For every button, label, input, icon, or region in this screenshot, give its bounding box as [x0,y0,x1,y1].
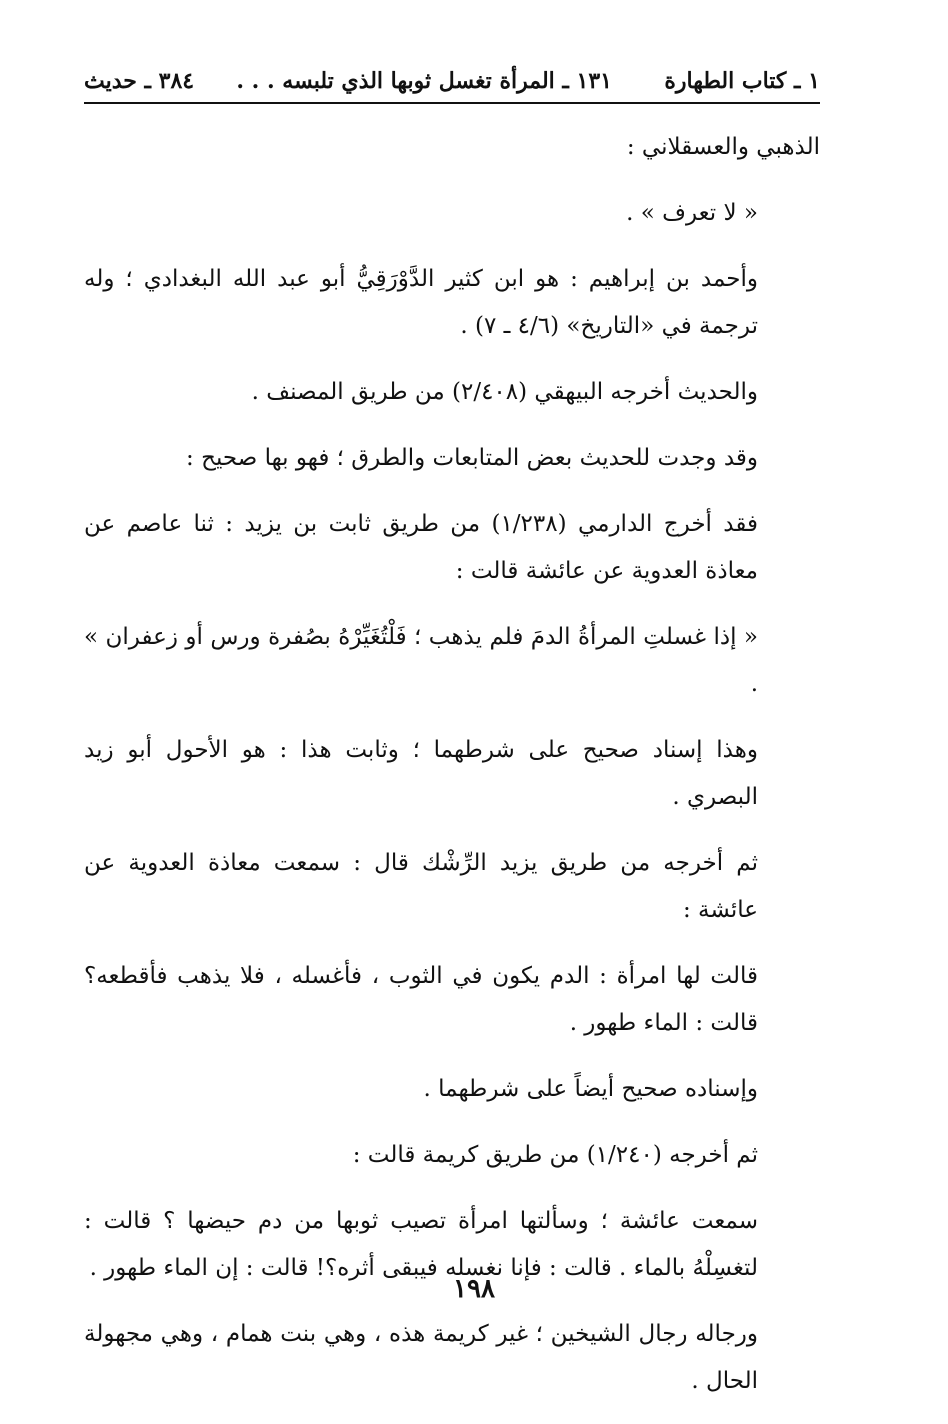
paragraph: قالت لها امرأة : الدم يكون في الثوب ، فأغسله ، فلا يذهب فأقطعه؟ قالت : الماء طهور . [84,963,758,1036]
paragraph: وإسناده صحيح أيضاً على شرطهما . [423,1076,758,1102]
header-divider [84,102,820,104]
paragraph: ثم أخرجه من طريق يزيد الرِّشْك قال : سمعت معاذة العدوية عن عائشة : [84,850,758,923]
paragraph: فقد أخرج الدارمي (١/٢٣٨) من طريق ثابت بن يزيد : ثنا عاصم عن معاذة العدوية عن عائشة قالت : [84,511,759,584]
paragraph: « إذا غسلتِ المرأةُ الدمَ فلم يذهب ؛ فَلْتُغَيِّرْهُ بصُفرة ورس أو زعفران » . [84,624,758,697]
running-header [84,64,820,100]
paragraph: ثم أخرجه (١/٢٤٠) من طريق كريمة قالت : [352,1142,758,1168]
paragraph: ورجاله رجال الشيخين ؛ غير كريمة هذه ، وهي بنت همام ، وهي مجهولة الحال . [84,1321,758,1394]
paragraph: الذهبي والعسقلاني : [626,134,820,160]
page-body [84,124,820,1424]
paragraph: والحديث أخرجه البيهقي (٢/٤٠٨) من طريق المصنف . [251,379,758,405]
header-chapter-title: ١٣١ ـ المرأة تغسل ثوبها الذي تلبسه . . . [236,68,612,94]
paragraph: وقد وجدت للحديث بعض المتابعات والطرق ؛ فهو بها صحيح : [186,445,758,471]
paragraph: وهذا إسناد صحيح على شرطهما ؛ وثابت هذا : هو الأحول أبو زيد البصري . [84,737,758,810]
header-book-title: ١ ـ كتاب الطهارة [664,68,820,94]
paragraph: وأحمد بن إبراهيم : هو ابن كثير الدَّوْرَقِيُّ أبو عبد الله البغدادي ؛ وله ترجمة في «التاريخ» (٤/٦ ـ ٧) . [84,266,758,339]
paragraph: « لا تعرف » . [626,200,758,226]
paragraph: سمعت عائشة ؛ وسألتها امرأة تصيب ثوبها من دم حيضها ؟ قالت : لتغسِلْهُ بالماء . قالت : فإنا نغسله فيبقى أثره؟! قالت : إن الماء طهور . [84,1208,758,1281]
header-hadith-number: ٣٨٤ ـ حديث [84,68,195,94]
page-number: ١٩٨ [453,1274,495,1304]
